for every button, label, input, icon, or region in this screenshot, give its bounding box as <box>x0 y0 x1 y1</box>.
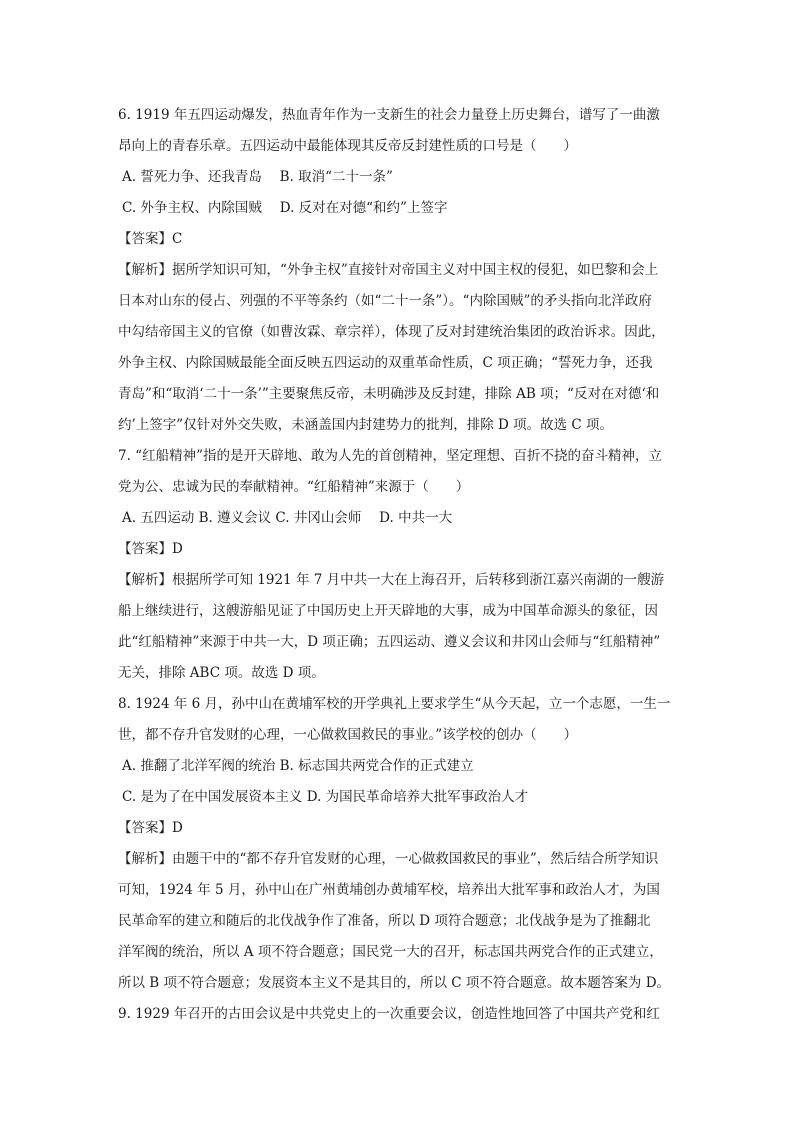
analysis-line: 【解析】据所学知识可知，“外争主权”直接针对帝国主义对中国主权的侵犯，如巴黎和会上 <box>118 262 659 278</box>
analysis-line: 【解析】根据所学可知 1921 年 7 月中共一大在上海召开，后转移到浙江嘉兴南湖的一艘游 <box>118 572 665 588</box>
analysis-line: 所以 B 项不符合题意；发展资本主义不是其目的，所以 C 项不符合题意。故本题答案为 D。 <box>118 975 671 991</box>
analysis-line: 民革命军的建立和随后的北伐战争作了准备，所以 D 项符合题意；北伐战争是为了推翻北 <box>118 913 651 929</box>
question-6 <box>118 100 683 441</box>
option-line: C. 是为了在中国发展资本主义 D. 为国民革命培养大批军事政治人才 <box>122 789 529 805</box>
question-stem-line: 9. 1929 年召开的古田会议是中共党史上的一次重要会议，创造性地回答了中国共产党和红 <box>118 1006 660 1022</box>
analysis-line: 洋军阀的统治，所以 A 项不符合题意；国民党一大的召开，标志国共两党合作的正式建立， <box>118 944 663 960</box>
analysis-line: 【解析】由题干中的“都不存升官发财的心理，一心做救国救民的事业”，然后结合所学知识 <box>118 851 659 867</box>
answer-line: 【答案】C <box>118 231 183 247</box>
option-line: A. 推翻了北洋军阀的统治 B. 标志国共两党合作的正式建立 <box>122 758 474 774</box>
analysis-line: 青岛”和“取消‘二十一条’”主要聚焦反帝，未明确涉及反封建，排除 AB 项；“反对在对德‘和 <box>118 386 660 402</box>
question-9 <box>118 999 683 1030</box>
analysis-line: 日本对山东的侵占、列强的不平等条约（如“二十一条”）。“内除国贼”的矛头指向北洋政府 <box>118 293 652 309</box>
question-stem-line: 世，都不存升官发财的心理，一心做救国救民的事业。”该学校的创办（ ） <box>118 727 578 743</box>
answer-line: 【答案】D <box>118 820 183 836</box>
question-7 <box>118 441 683 689</box>
option-line: A. 五四运动 B. 遵义会议 C. 井冈山会师 D. 中共一大 <box>122 510 453 526</box>
analysis-line: 可知，1924 年 5 月，孙中山在广州黄埔创办黄埔军校，培养出大批军事和政治人才，为国 <box>118 882 660 898</box>
option-line: C. 外争主权、内除国贼 D. 反对在对德“和约”上签字 <box>122 200 448 216</box>
question-8 <box>118 689 683 999</box>
option-line: A. 誓死力争、还我青岛 B. 取消“二十一条” <box>122 169 393 185</box>
analysis-line: 此“红船精神”来源于中共一大，D 项正确；五四运动、遵义会议和井冈山会师与“红船精神” <box>118 634 661 650</box>
question-stem-line: 6. 1919 年五四运动爆发，热血青年作为一支新生的社会力量登上历史舞台，谱写了一曲激 <box>118 107 660 123</box>
analysis-line: 外争主权、内除国贼最能全面反映五四运动的双重革命性质，C 项正确；“誓死力争，还我 <box>118 355 653 371</box>
analysis-line: 约’上签字”仅针对外交失败，未涵盖国内封建势力的批判，排除 D 项。故选 C 项。 <box>118 417 614 433</box>
analysis-line: 船上继续进行，这艘游船见证了中国历史上开天辟地的大事，成为中国革命源头的象征，因 <box>118 603 658 619</box>
analysis-line: 无关，排除 ABC 项。故选 D 项。 <box>118 665 325 681</box>
answer-line: 【答案】D <box>118 541 183 557</box>
question-stem-line: 昂向上的青春乐章。五四运动中最能体现其反帝反封建性质的口号是（ ） <box>118 138 577 154</box>
question-stem-line: 7. “红船精神”指的是开天辟地、敢为人先的首创精神，坚定理想、百折不挠的奋斗精神，立 <box>118 448 662 464</box>
analysis-line: 中勾结帝国主义的官僚（如曹汝霖、章宗祥），体现了反对封建统治集团的政治诉求。因此， <box>118 324 665 340</box>
question-stem-line: 党为公、忠诚为民的奉献精神。“红船精神”来源于（ ） <box>118 479 470 495</box>
question-stem-line: 8. 1924 年 6 月，孙中山在黄埔军校的开学典礼上要求学生“从今天起，立一个志愿，一生一 <box>118 696 671 712</box>
document-page <box>118 100 683 1030</box>
